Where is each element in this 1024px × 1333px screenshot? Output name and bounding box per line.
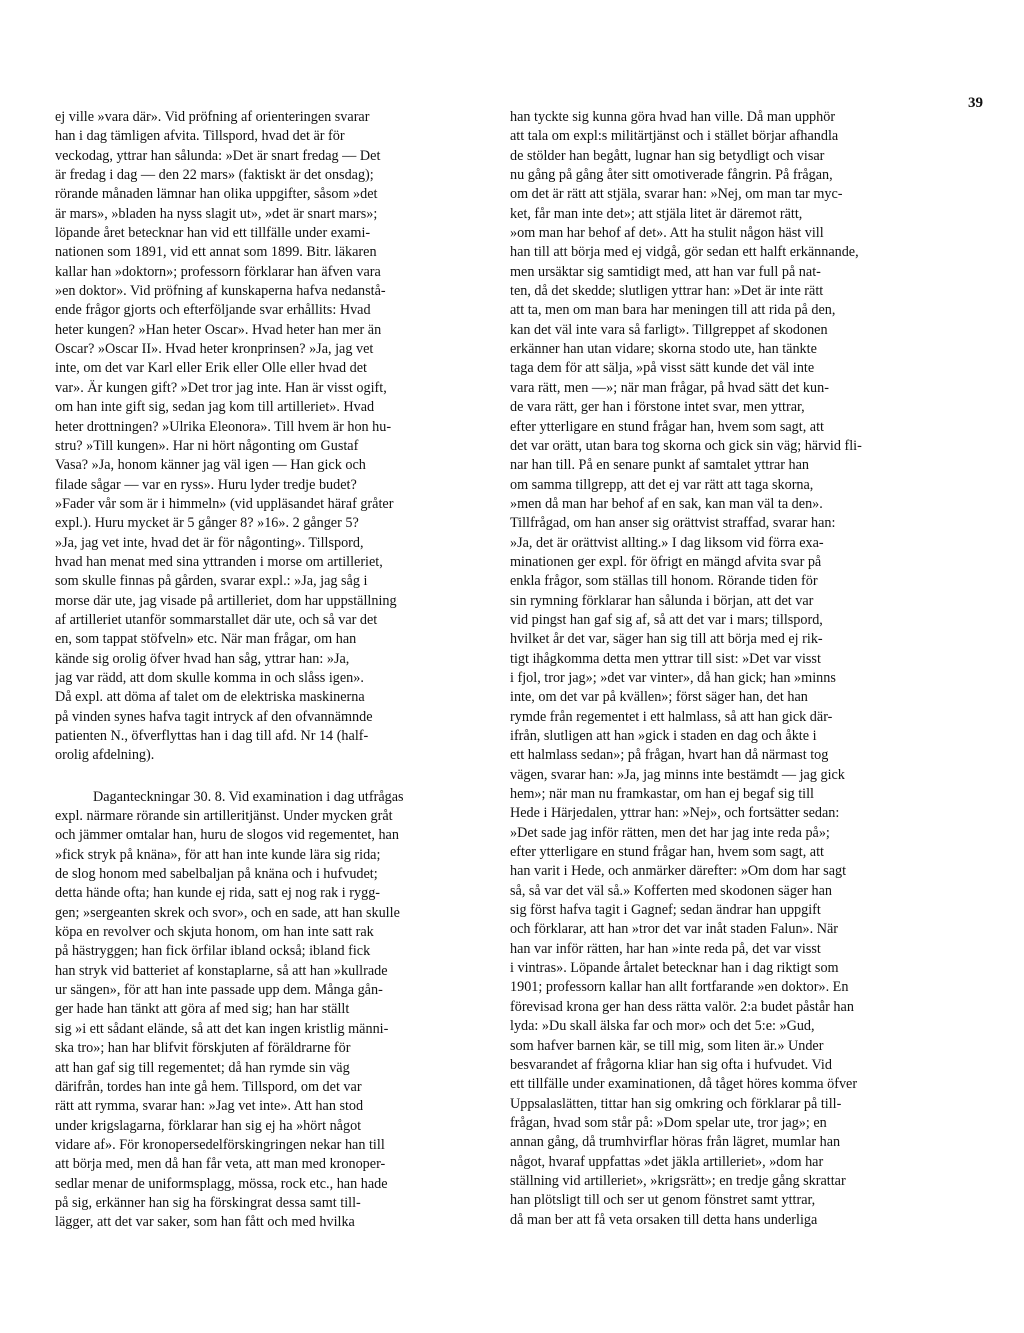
text-line: Tillfrågad, om han anser sig orättvist straffad, svarar han: bbox=[510, 515, 836, 532]
text-line: i vintras». Löpande årtalet betecknar han i dag riktigt som bbox=[510, 960, 839, 977]
text-line: »om man har behof af det». Att ha stulit någon häst vill bbox=[510, 225, 824, 242]
text-line: förevisad krona ger han dess rätta valör. 2:a budet påstår han bbox=[510, 998, 854, 1015]
text-line: vid pingst han gaf sig af, så att det var i mars; tillspord, bbox=[510, 611, 823, 628]
text-line: och förklarar, att han »tror det var inåt staden Falun». När bbox=[510, 921, 838, 938]
text-line: att börja med, men då han får veta, att man med kronoper- bbox=[55, 1156, 386, 1173]
text-line: de stölder han begått, lugnar han sig betydligt och visar bbox=[510, 147, 825, 164]
text-line: morse där ute, jag visade på artilleriet, dom har uppställning bbox=[55, 592, 397, 609]
text-line: nar han till. På en senare punkt af samtalet yttrar han bbox=[510, 457, 810, 474]
text-line: »Ja, jag vet inte, hvad det är för någonting». Tillspord, bbox=[55, 534, 364, 551]
text-line: hvad han menat med sina yttranden i morse om artilleriet, bbox=[55, 553, 383, 570]
text-line: heter kungen? »Han heter Oscar». Hvad heter han mer än bbox=[55, 321, 382, 338]
text-line: då man ber att få veta orsaken till detta hans underliga bbox=[510, 1211, 818, 1228]
right-column bbox=[510, 108, 955, 1230]
text-line: ej ville »vara där». Vid pröfning af orienteringen svarar bbox=[55, 109, 370, 125]
text-line: han i dag tämligen afvita. Tillspord, hvad det är för bbox=[55, 128, 345, 145]
text-line: han tyckte sig kunna göra hvad han ville. Då man upphör bbox=[510, 109, 836, 125]
text-line: ende frågor gjorts och efterföljande svar erhållits: Hvad bbox=[55, 302, 371, 319]
text-line: ur sängen», för att han inte passade upp dem. Många gån- bbox=[55, 982, 383, 999]
text-line: frågan, hvad som står på: »Dom spelar ute, tror jag»; en bbox=[510, 1114, 827, 1131]
text-line: patienten N., öfverflyttas han i dag till afd. Nr 14 (half- bbox=[55, 728, 369, 744]
text-line: kallar han »doktorn»; professorn förklarar han äfven vara bbox=[55, 263, 381, 280]
text-line: och jämmer omtalar han, huru de slogos vid regementet, han bbox=[55, 827, 399, 844]
text-line: något, hvaraf uppfattas »det jäkla artilleriet», »dom har bbox=[510, 1153, 824, 1170]
text-line: »en doktor». Vid pröfning af kunskaperna hafva nedanstå- bbox=[55, 283, 386, 300]
text-line: lägger, att det var saker, som han fått och med hvilka bbox=[55, 1214, 355, 1231]
text-line: han varit i Hede, och anmärker därefter: »Om dom har sagt bbox=[510, 863, 847, 880]
text-line: sig »i ett sådant elände, så att det kan ingen kristlig männi- bbox=[55, 1020, 389, 1037]
text-line: nu gång på gång åter sitt omotiverade fångrin. På frågan, bbox=[510, 167, 833, 184]
text-line: annan gång, då trumhvirflar höras från lägret, mumlar han bbox=[510, 1134, 841, 1151]
text-line: om det är rätt att stjäla, svarar han: »Nej, om man tar myc- bbox=[510, 186, 843, 203]
text-line: jag var rädd, att dom skulle komma in och slåss igen». bbox=[55, 669, 364, 686]
text-line: han stryk vid batteriet af konstaplarne, så att han »kullrade bbox=[55, 962, 388, 979]
text-line: »Fader vår som är i himmeln» (vid uppläsandet häraf gråter bbox=[55, 495, 394, 512]
text-line: de vara rätt, ger han i förstone intet svar, men yttrar, bbox=[510, 399, 805, 416]
text-line: är mars», »bladen ha nyss slagit ut», »det är snart mars»; bbox=[55, 205, 378, 222]
text-line: af artilleriet utanför sommarstallet där ute, och så var det bbox=[55, 611, 378, 628]
text-line: sedlar menar de uniformsplagg, mössa, rock etc., han hade bbox=[55, 1175, 388, 1192]
text-line: veckodag, yttrar han sålunda: »Det är snart fredag — Det bbox=[55, 147, 381, 164]
text-line: expl.). Huru mycket är 5 gånger 8? »16». 2 gånger 5? bbox=[55, 515, 359, 532]
text-line: Oscar? »Oscar II». Hvad heter kronprinsen? »Ja, jag vet bbox=[55, 341, 374, 358]
text-line: att ta, men om man bara har meningen till att rida på den, bbox=[510, 302, 836, 319]
left-column bbox=[55, 108, 492, 1233]
text-line: ska tro»; han har blifvit förskjuten af föräldrarne för bbox=[55, 1040, 351, 1057]
text-line: »Ja, det är orättvist allting.» I dag liksom vid förra exa- bbox=[510, 534, 824, 551]
text-line: han var inför rätten, har han »inte reda på, det var visst bbox=[510, 940, 821, 957]
text-line: ger hade han tänkt att göra af med sig; han har ställt bbox=[55, 1001, 350, 1018]
text-line: »men då man har behof af en sak, kan man väl ta den». bbox=[510, 495, 823, 512]
text-line: men ursäktar sig samtidigt med, att han var full på nat- bbox=[510, 263, 821, 280]
text-line: gen; »sergeanten skrek och svor», och en sade, att han skulle bbox=[55, 904, 400, 921]
text-line: på sig, erkänner han sig ha förskingrat dessa samt till- bbox=[55, 1194, 361, 1211]
text-line: han plötsligt till och ser ut genom fönstret samt yttrar, bbox=[510, 1192, 816, 1209]
text-line: inte, om det var Karl eller Erik eller Olle eller hvad det bbox=[55, 360, 367, 377]
text-line: detta hände ofta; han kunde ej rida, satt ej nog rak i rygg- bbox=[55, 885, 381, 902]
text-line: att tala om expl:s militärtjänst och i stället börjar afhandla bbox=[510, 128, 839, 145]
text-line: »fick stryk på knäna», för att han inte kunde lära sig rida; bbox=[55, 846, 381, 863]
text-line: ett halmlass sedan»; på frågan, hvart han då närmast tog bbox=[510, 747, 829, 764]
text-line: hvilket år det var, säger han sig till att börja med ej rik- bbox=[510, 631, 823, 648]
text-line: sig först hafva tagit i Gagnef; sedan ändrar han uppgift bbox=[510, 902, 821, 919]
text-line: tigt ihågkomma detta men yttrar till sist: »Det var visst bbox=[510, 650, 821, 667]
text-line: så, så var det väl så.» Kofferten med skodonen säger han bbox=[510, 882, 833, 899]
text-line: som hafver barnen kär, se till mig, som liten är.» Under bbox=[510, 1037, 824, 1054]
text-line: hem»; när man nu framkastar, om han ej begaf sig till bbox=[510, 786, 814, 803]
text-line: det var orätt, utan bara tog skorna och gick sin väg; härvid fli- bbox=[510, 437, 862, 454]
text-line: enkla frågor, som ställas till honom. Rörande tiden för bbox=[510, 573, 818, 590]
paragraph-gap bbox=[55, 766, 492, 788]
text-line: han till att börja med ej vidgå, gör sedan ett halft erkännande, bbox=[510, 244, 859, 261]
text-line: vidare af». För kronopersedelförskingringen nekar han till bbox=[55, 1136, 385, 1153]
text-line: rörande månaden lämnar han olika uppgifter, såsom »det bbox=[55, 186, 378, 203]
text-line: heter drottningen? »Ulrika Eleonora». Till hvem är hon hu- bbox=[55, 418, 392, 435]
text-line: 1901; professorn kallar han allt fortfarande »en doktor». En bbox=[510, 979, 849, 996]
text-line: besvarandet af frågorna kliar han sig ofta i hufvudet. Vid bbox=[510, 1056, 832, 1073]
text-line: om han inte gift sig, sedan jag kom till artilleriet». Hvad bbox=[55, 399, 375, 416]
text-line: rätt att rymma, svarar han: »Jag vet inte». Att han stod bbox=[55, 1098, 364, 1115]
text-line: löpande året betecknar han vid ett tillfälle under exami- bbox=[55, 225, 371, 242]
text-line: stru? »Till kungen». Har ni hört någonting om Gustaf bbox=[55, 437, 359, 454]
text-line: Då expl. att döma af talet om de elektriska maskinerna bbox=[55, 689, 365, 706]
text-line: ten, då det skedde; slutligen yttrar han: »Det är inte rätt bbox=[510, 283, 824, 300]
text-line: på vinden synes hafva tagit intryck af den ofvannämnde bbox=[55, 708, 373, 725]
text-line: efter ytterligare en stund frågar han, hvem som sagt, att bbox=[510, 844, 824, 861]
text-line: erkänner han utan vidare; skorna stodo ute, han tänkte bbox=[510, 341, 817, 358]
text-line: Daganteckningar 30. 8. Vid examination i dag utfrågas bbox=[93, 788, 404, 805]
text-line: nationen som 1891, vid ett annat som 1899. Bitr. läkaren bbox=[55, 244, 377, 261]
text-line: på hästryggen; han fick örfilar ibland också; ibland fick bbox=[55, 943, 371, 960]
text-line: vara rätt, men —»; när man frågar, på hvad sätt det kun- bbox=[510, 379, 829, 396]
text-line: är fredag i dag — den 22 mars» (faktiskt är det onsdag); bbox=[55, 167, 374, 184]
text-line: kände sig orolig öfver hvad han såg, yttrar han: »Ja, bbox=[55, 650, 350, 667]
text-line: orolig afdelning). bbox=[55, 747, 155, 764]
text-line: lyda: »Du skall älska far och mor» och det 5:e: »Gud, bbox=[510, 1018, 815, 1035]
text-line: att han gaf sig till regementet; då han rymde sin väg bbox=[55, 1059, 350, 1076]
text-line: inte, om det var på kvällen»; först säger han, det han bbox=[510, 689, 808, 706]
text-line: var». Är kungen gift? »Det tror jag inte. Han är visst ogift, bbox=[55, 379, 387, 396]
text-line: de slog honom med sabelbaljan på knäna och i hufvudet; bbox=[55, 866, 378, 883]
text-line: i fjol, tror jag»; »det var vinter», då han gick; han »minns bbox=[510, 669, 836, 686]
text-line: minationen ger expl. för öfrigt en mängd afvita svar på bbox=[510, 553, 822, 570]
text-line: köpa en revolver och skjuta honom, om han inte satt rak bbox=[55, 924, 374, 941]
text-line: ett tillfälle under examinationen, då tåget höres komma öfver bbox=[510, 1076, 858, 1093]
text-line: ket, får man inte det»; att stjäla litet är däremot rätt, bbox=[510, 205, 803, 222]
text-line: under krigslagarna, förklarar han sig ej ha »hört något bbox=[55, 1117, 362, 1134]
text-line: ifrån, slutligen att han »gick i staden en dag och åkte i bbox=[510, 728, 817, 744]
text-line: därifrån, tordes han inte gå hem. Tillspord, om det var bbox=[55, 1078, 362, 1095]
text-line: efter ytterligare en stund frågar han, hvem som sagt, att bbox=[510, 418, 824, 435]
text-line: filade sågar — var en ryss». Huru lyder tredje budet? bbox=[55, 476, 357, 493]
text-line: expl. närmare rörande sin artilleritjänst. Under mycken gråt bbox=[55, 808, 393, 825]
text-line: taga dem för att sälja, »på visst sätt kunde det väl inte bbox=[510, 360, 815, 377]
text-line: »Det sade jag inför rätten, men det har jag inte reda på»; bbox=[510, 824, 830, 841]
text-line: rymde från regementet i ett halmlass, så att han gick där- bbox=[510, 708, 833, 725]
page-number: 39 bbox=[968, 95, 983, 111]
text-line: sin rymning förklarar han sålunda i början, att det var bbox=[510, 592, 814, 609]
text-line: kan det väl inte vara så farligt». Tillgreppet af skodonen bbox=[510, 321, 828, 338]
text-line: Hede i Härjedalen, yttrar han: »Nej», och fortsätter sedan: bbox=[510, 805, 840, 822]
text-line: om samma tillgrepp, att det ej var rätt att taga skorna, bbox=[510, 476, 814, 493]
text-line: som skulle finnas på gården, svarar expl.: »Ja, jag såg i bbox=[55, 573, 368, 590]
text-line: Vasa? »Ja, honom känner jag väl igen — Han gick och bbox=[55, 457, 366, 474]
text-line: Uppsalaslätten, tittar han sig omkring och förklarar på till- bbox=[510, 1095, 842, 1112]
text-line: ställning vid artilleriet», »krigsrätt»; en tredje gång skrattar bbox=[510, 1172, 846, 1189]
text-line: en, som tappat stöfveln» etc. När man frågar, om han bbox=[55, 631, 357, 648]
text-line: vägen, svarar han: »Ja, jag minns inte bestämdt — jag gick bbox=[510, 766, 845, 783]
